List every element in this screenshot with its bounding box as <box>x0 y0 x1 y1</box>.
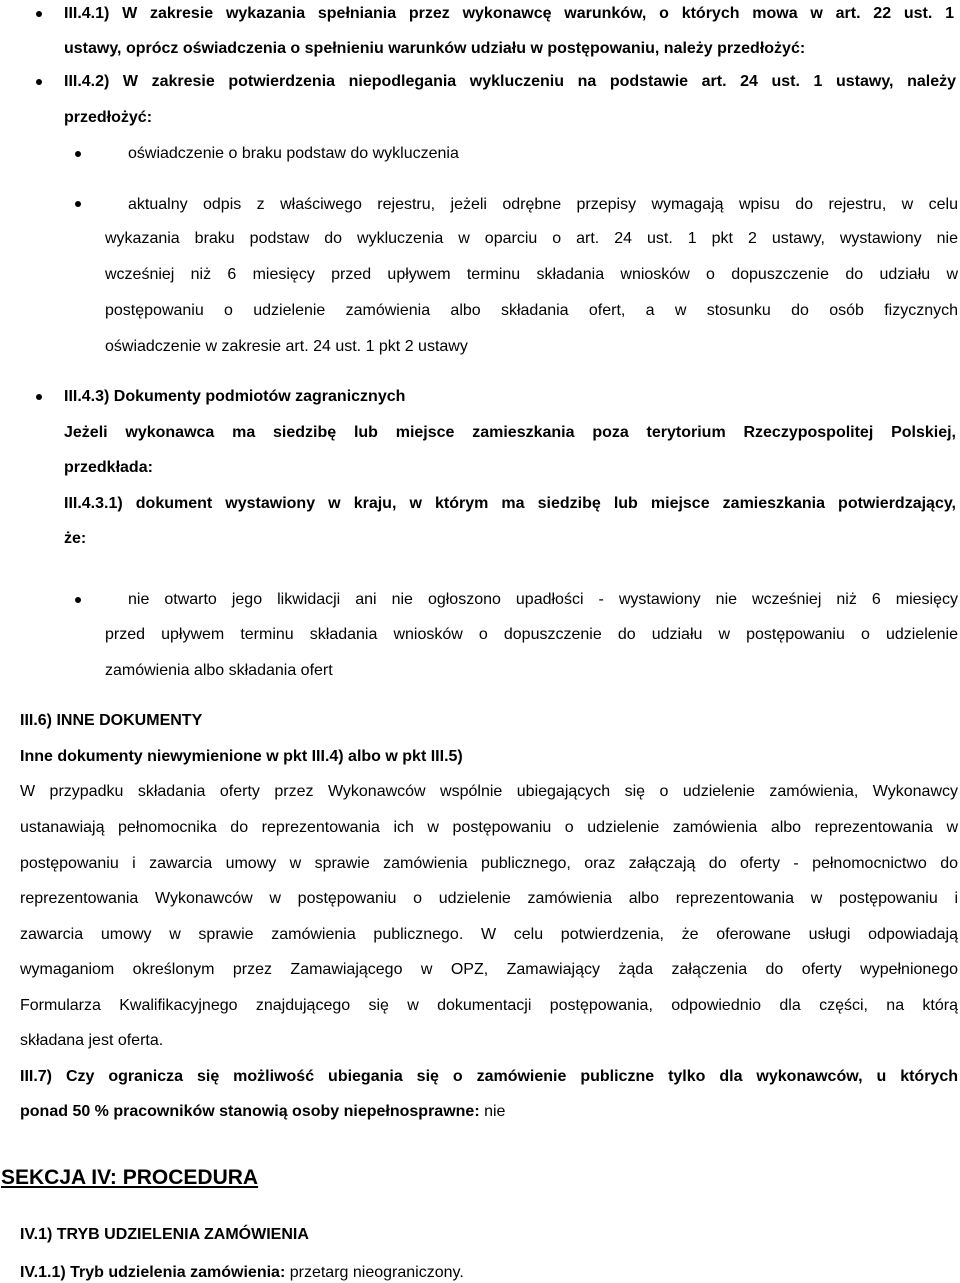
section-iii-4-2-line-1: III.4.2) W zakresie potwierdzenia niepodlegania wykluczeniu na podstawie art. 24 ust. 1 ustawy, należy <box>64 73 956 90</box>
list-item-odpis-line-5: oświadczenie w zakresie art. 24 ust. 1 pkt 2 ustawy <box>105 338 468 355</box>
section-iv-1-1-value: przetarg nieograniczony. <box>289 1264 464 1281</box>
section-iii-6-subheading: Inne dokumenty niewymienione w pkt III.4) albo w pkt III.5) <box>20 748 463 765</box>
list-item-oswiadczenie: oświadczenie o braku podstaw do wykluczenia <box>128 145 459 162</box>
section-iii-4-2-line-2: przedłożyć: <box>64 109 153 126</box>
list-item-likwidacja-line-3: zamówienia albo składania ofert <box>105 662 333 679</box>
bullet <box>75 151 81 157</box>
section-iii-6-heading: III.6) INNE DOKUMENTY <box>20 712 203 729</box>
paragraph-line: postępowaniu i zawarcia umowy w sprawie zamówienia publicznego, oraz załączają do oferty - pełnomocnictwo do <box>20 855 958 872</box>
list-item-odpis-line-4: postępowaniu o udzielenie zamówienia albo składania ofert, a w stosunku do osób fizycznych <box>105 302 958 319</box>
list-item-likwidacja-line-1: nie otwarto jego likwidacji ani nie ogłoszono upadłości - wystawiony nie wcześniej niż 6 miesięcy <box>128 591 958 608</box>
bullet <box>75 597 81 603</box>
paragraph-line: ustanawiają pełnomocnika do reprezentowania ich w postępowaniu o udzielenie zamówienia albo reprezentowania w <box>20 819 958 836</box>
paragraph-line: reprezentowania Wykonawców w postępowaniu o udzielenie zamówienia albo reprezentowania w postępowaniu i <box>20 890 958 907</box>
bullet <box>36 79 42 85</box>
section-iv-1-1-line <box>20 1263 464 1283</box>
paragraph-line: W przypadku składania oferty przez Wykonawców wspólnie ubiegających się o udzielenie zamówienia, Wykonawcy <box>20 783 958 800</box>
list-item-odpis-line-3: wcześniej niż 6 miesięcy przed upływem terminu składania wniosków o dopuszczenie do udziału w <box>105 266 958 283</box>
paragraph-line: wymaganiom określonym przez Zamawiającego w OPZ, Zamawiający żąda załączenia do oferty wypełnionego <box>20 961 958 978</box>
section-iii-4-3-para-1-line-1: Jeżeli wykonawca ma siedzibę lub miejsce zamieszkania poza terytorium Rzeczypospolitej Polskiej, <box>64 424 956 441</box>
paragraph-line: zawarcia umowy w sprawie zamówienia publicznego. W celu potwierdzenia, że oferowane usługi odpowiadają <box>20 926 958 943</box>
bullet <box>36 11 42 17</box>
paragraph-line: składana jest oferta. <box>20 1032 164 1049</box>
section-iii-4-3-para-1-line-2: przedkłada: <box>64 459 153 476</box>
section-iii-4-3-heading: III.4.3) Dokumenty podmiotów zagranicznych <box>64 388 406 405</box>
list-item-likwidacja-line-2: przed upływem terminu składania wniosków o dopuszczenie do udziału w postępowaniu o udzielenie <box>105 626 958 643</box>
list-item-odpis-line-1: aktualny odpis z właściwego rejestru, jeżeli odrębne przepisy wymagają wpisu do rejestru, w celu <box>128 196 958 213</box>
section-iii-7-question: ponad 50 % pracowników stanowią osoby niepełnosprawne: <box>20 1103 480 1120</box>
section-iii-4-3-1-line-1: III.4.3.1) dokument wystawiony w kraju, w którym ma siedzibę lub miejsce zamieszkania potwierdzający, <box>64 495 956 512</box>
paragraph-line: Formularza Kwalifikacyjnego znajdującego się w dokumentacji postępowania, odpowiednio dla części, na którą <box>20 997 958 1014</box>
bullet <box>75 201 81 207</box>
list-item-odpis-line-2: wykazania braku podstaw do wykluczenia w oparciu o art. 24 ust. 1 pkt 2 ustawy, wystawiony nie <box>105 230 958 247</box>
section-iv-title: SEKCJA IV: PROCEDURA <box>1 1166 259 1189</box>
section-iii-7-line-2 <box>20 1102 505 1122</box>
section-iii-7-answer: nie <box>484 1103 506 1120</box>
section-iii-7-line-1: III.7) Czy ogranicza się możliwość ubiegania się o zamówienie publiczne tylko dla wykonawców, u których <box>20 1068 958 1085</box>
section-iii-4-1-line-1: III.4.1) W zakresie wykazania spełniania przez wykonawcę warunków, o których mowa w art. 22 ust. 1 <box>64 5 954 22</box>
section-iii-4-3-1-line-2: że: <box>64 530 87 547</box>
section-iv-1-heading: IV.1) TRYB UDZIELENIA ZAMÓWIENIA <box>20 1226 309 1243</box>
bullet <box>36 394 42 400</box>
section-iv-1-1-label: IV.1.1) Tryb udzielenia zamówienia: <box>20 1264 286 1281</box>
section-iii-4-1-line-2: ustawy, oprócz oświadczenia o spełnieniu warunków udziału w postępowaniu, należy przedłożyć: <box>64 40 806 57</box>
